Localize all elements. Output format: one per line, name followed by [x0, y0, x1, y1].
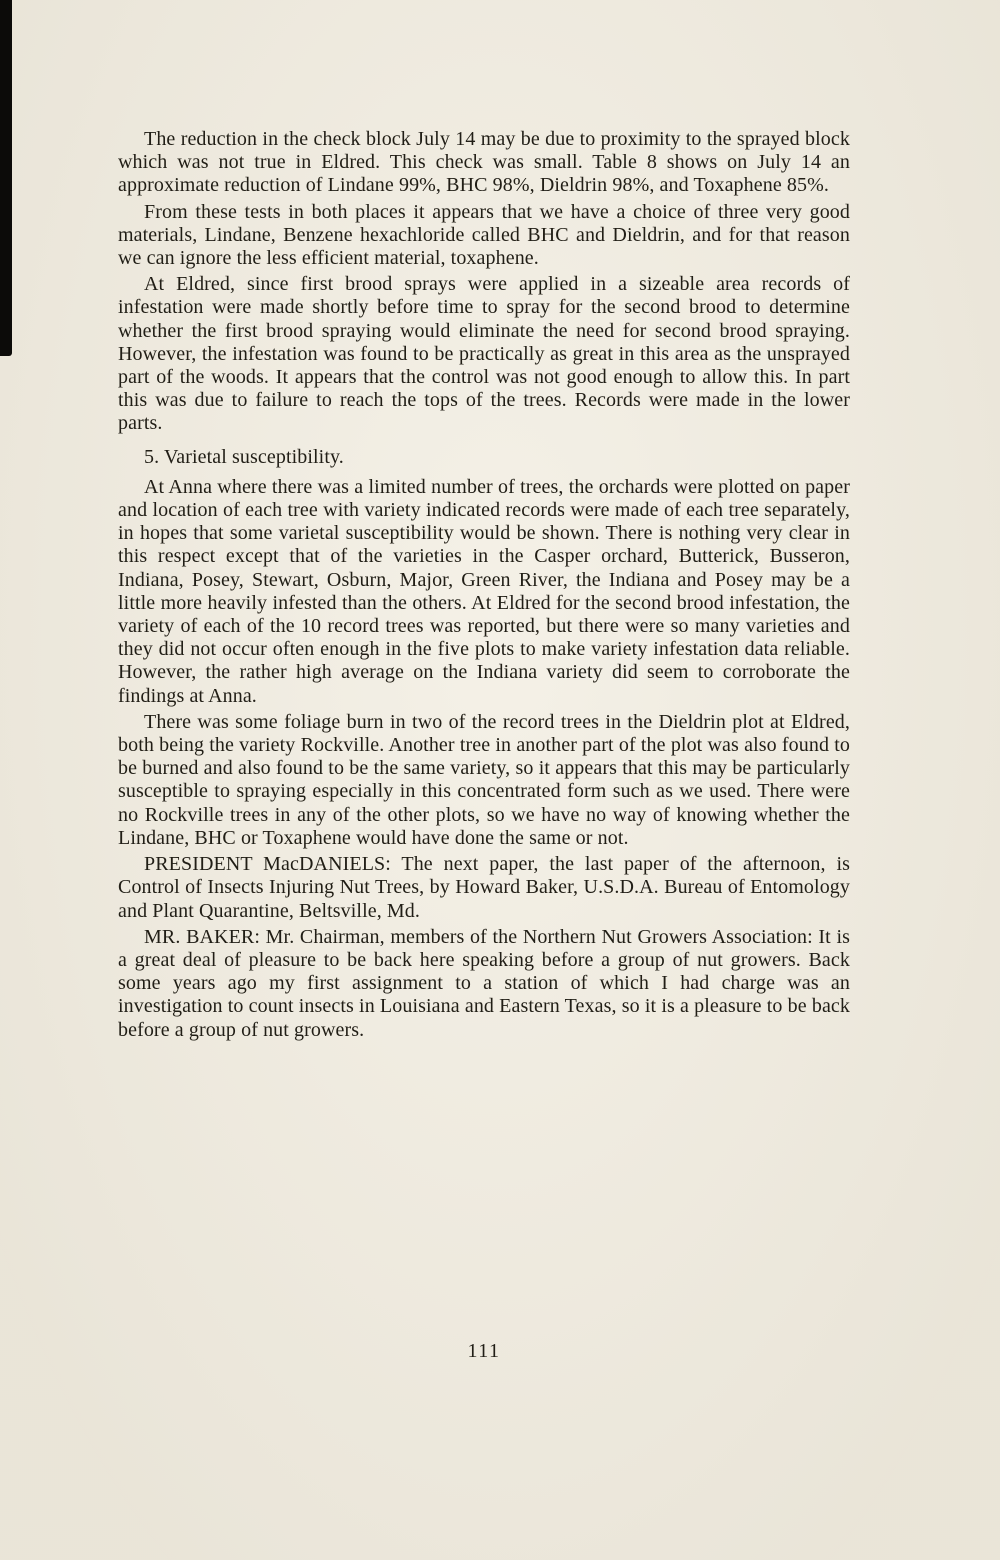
page-content	[118, 128, 850, 1045]
paragraph: PRESIDENT MacDANIELS: The next paper, the last paper of the afternoon, is Control of Insects Injuring Nut Trees, by Howard Baker, U.S.D.A. Bureau of Entomology and Plant Quarantine, Beltsville, Md.	[118, 853, 850, 922]
paragraph: At Eldred, since first brood sprays were applied in a sizeable area records of infestation were made shortly before time to spray for the second brood to determine whether the first brood spraying would eliminate the need for second brood spraying. However, the infestation was found to be practically as great in this area as the unsprayed part of the woods. It appears that the control was not good enough to allow this. In part this was due to failure to reach the tops of the trees. Records were made in the lower parts.	[118, 273, 850, 435]
section-heading: 5. Varietal susceptibility.	[144, 445, 344, 468]
scan-artifact-left-edge	[0, 0, 12, 356]
paragraph: From these tests in both places it appears that we have a choice of three very good materials, Lindane, Benzene hexachloride called BHC and Dieldrin, and for that reason we can ignore the less efficient material, toxaphene.	[118, 200, 850, 270]
page-number: 111	[467, 1340, 501, 1362]
paragraph: MR. BAKER: Mr. Chairman, members of the Northern Nut Growers Association: It is a great deal of pleasure to be back here speaking before a group of nut growers. Back some years ago my first assignment to a station of which I had charge was an investigation to count insects in Louisiana and Eastern Texas, so it is a pleasure to be back before a group of nut growers.	[118, 925, 850, 1041]
paragraph: The reduction in the check block July 14 may be due to proximity to the sprayed block which was not true in Eldred. This check was small. Table 8 shows on July 14 an approximate reduction of Lindane 99%, BHC 98%, Dieldrin 98%, and Toxaphene 85%.	[118, 128, 850, 197]
paragraph: At Anna where there was a limited number of trees, the orchards were plotted on paper and location of each tree with variety indicated records were made of each tree separately, in hopes that some varietal susceptibility would be shown. There is nothing very clear in this respect except that of the varieties in the Casper orchard, Butterick, Busseron, Indiana, Posey, Stewart, Osburn, Major, Green River, the Indiana and Posey may be a little more heavily infested than the others. At Eldred for the second brood infestation, the variety of each of the 10 record trees was reported, but there were so many varieties and they did not occur often enough in the five plots to make variety infestation data reliable. However, the rather high average on the Indiana variety did seem to corroborate the findings at Anna.	[118, 475, 850, 707]
paragraph: There was some foliage burn in two of the record trees in the Dieldrin plot at Eldred, both being the variety Rockville. Another tree in another part of the plot was also found to be burned and also found to be the same variety, so it appears that this may be particularly susceptible to spraying especially in this concentrated form such as we used. There were no Rockville trees in any of the other plots, so we have no way of knowing whether the Lindane, BHC or Toxaphene would have done the same or not.	[118, 710, 850, 849]
